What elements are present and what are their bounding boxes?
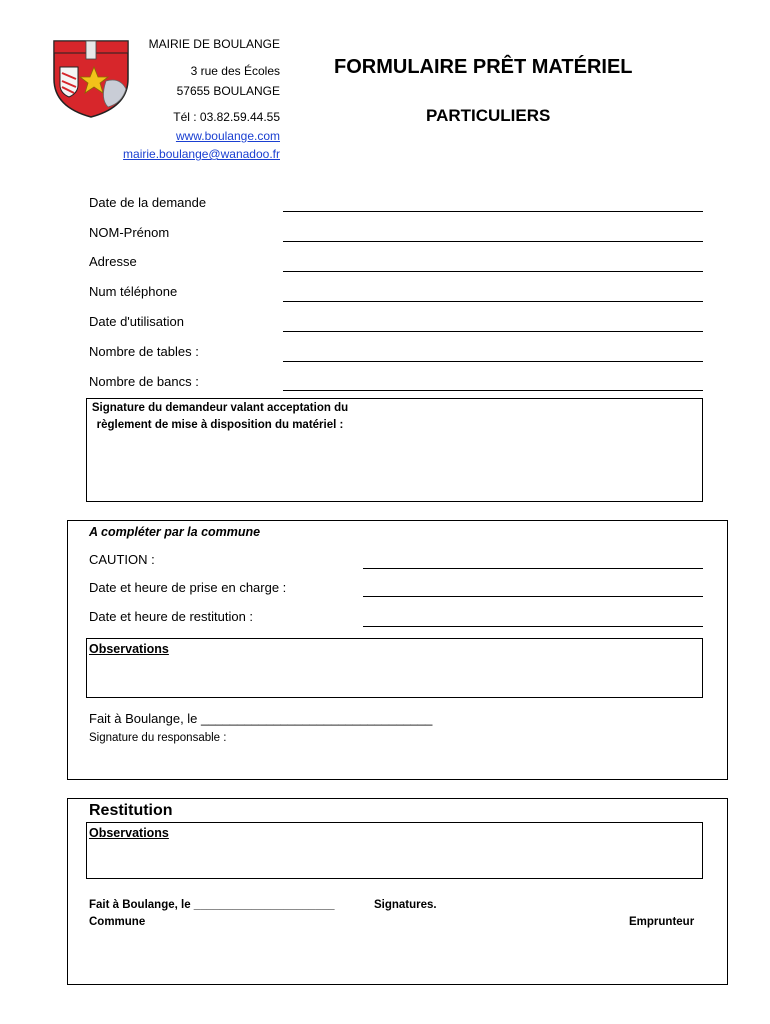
field-line-telephone[interactable] <box>283 301 703 302</box>
website-link[interactable]: www.boulange.com <box>175 129 280 143</box>
org-name: MAIRIE DE BOULANGE <box>148 37 280 51</box>
restitution-fait-a: Fait à Boulange, le ______________________ <box>89 899 335 911</box>
signature-responsable-label: Signature du responsable : <box>89 732 227 744</box>
field-line-adresse[interactable] <box>283 271 703 272</box>
field-label-adresse: Adresse <box>89 254 137 269</box>
email-link[interactable]: mairie.boulange@wanadoo.fr <box>123 147 280 161</box>
field-label-date-utilisation: Date d'utilisation <box>89 314 184 329</box>
field-line-date-demande[interactable] <box>283 211 703 212</box>
commune-signature-label: Commune <box>89 916 146 928</box>
field-line-nom-prenom[interactable] <box>283 241 703 242</box>
field-label-nombre-bancs: Nombre de bancs : <box>89 374 199 389</box>
applicant-signature-label: Signature du demandeur valant acceptation du règlement de mise à disposition du matériel : <box>91 402 349 431</box>
commune-observations-box[interactable] <box>86 638 703 698</box>
address-line2: 57655 BOULANGE <box>176 84 280 98</box>
restitution-title: Restitution <box>89 802 173 819</box>
field-label-nom-prenom: NOM-Prénom <box>89 225 170 240</box>
restitution-observations-label: Observations <box>89 826 169 840</box>
field-line-date-utilisation[interactable] <box>283 331 703 332</box>
signatures-label: Signatures. <box>374 899 437 911</box>
phone-number: Tél : 03.82.59.44.55 <box>173 110 280 124</box>
field-label-restitution-date: Date et heure de restitution : <box>89 609 254 624</box>
address-line1: 3 rue des Écoles <box>190 64 280 78</box>
form-title: FORMULAIRE PRÊT MATÉRIEL <box>334 56 633 78</box>
field-label-nombre-tables: Nombre de tables : <box>89 344 199 359</box>
field-line-prise-en-charge[interactable] <box>363 596 703 597</box>
field-line-nombre-bancs[interactable] <box>283 390 703 391</box>
field-line-restitution-date[interactable] <box>363 626 703 627</box>
field-label-telephone: Num téléphone <box>89 284 178 299</box>
field-line-nombre-tables[interactable] <box>283 361 703 362</box>
field-line-caution[interactable] <box>363 568 703 569</box>
commune-fait-a: Fait à Boulange, le ________________________________ <box>89 711 433 726</box>
field-label-prise-en-charge: Date et heure de prise en charge : <box>89 580 287 595</box>
field-label-date-demande: Date de la demande <box>89 195 207 210</box>
commune-observations-label: Observations <box>89 642 169 656</box>
commune-section-title: A compléter par la commune <box>89 525 261 539</box>
field-label-caution: CAUTION : <box>89 552 155 567</box>
emprunteur-signature-label: Emprunteur <box>629 916 695 928</box>
form-subtitle: PARTICULIERS <box>426 106 551 125</box>
restitution-observations-box[interactable] <box>86 822 703 879</box>
